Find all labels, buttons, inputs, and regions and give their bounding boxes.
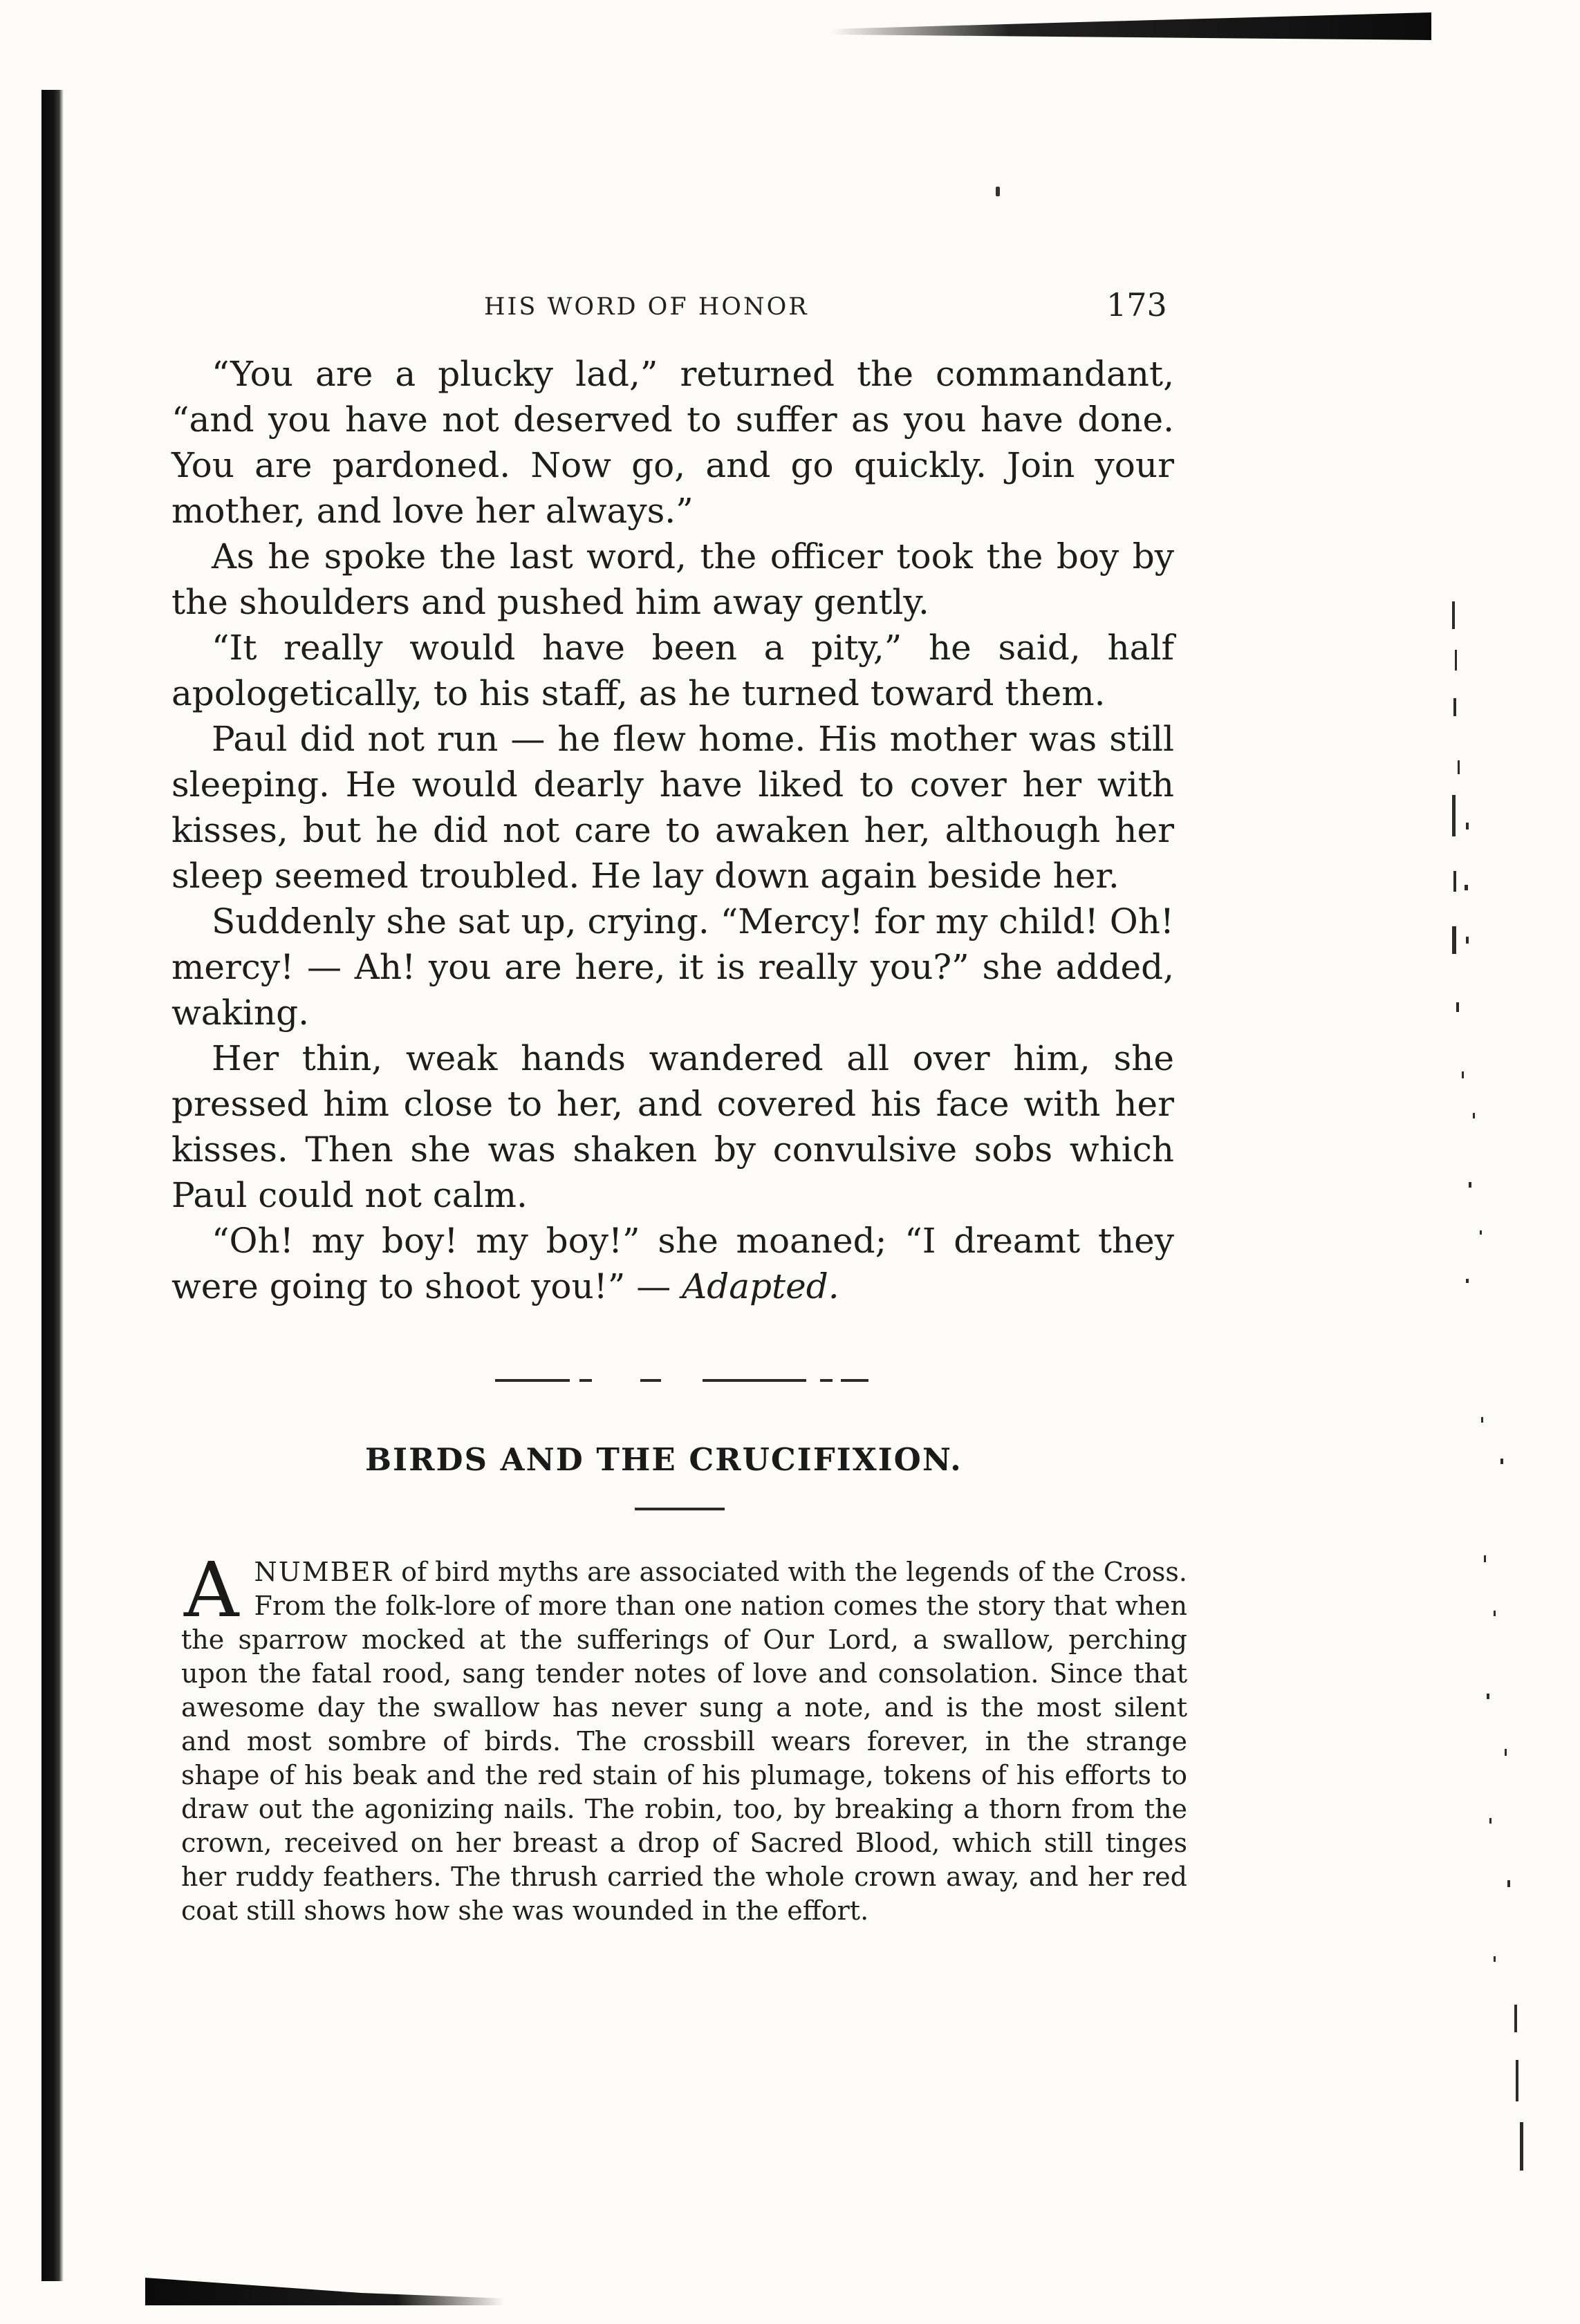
section-title: BIRDS AND THE CRUCIFIXION. (365, 1441, 963, 1478)
scan-speck (996, 187, 1000, 196)
section-body-text: of bird myths are associated with the legends of the Cross. From the folk-lore of more than one nation comes the story that when the sparrow mocked at the sufferings of Our Lord, a swallow, perching upon the fatal rood, sang tender notes of love and consolation. Since that awesome day the swallow has never sung a note, and is the most silent and most sombre of birds. The crossbill wears forever, in the strange shape of his beak and the red stain of his plumage, tokens of his efforts to draw out the agonizing nails. The robin, too, by breaking a thorn from the crown, received on her breast a drop of Sacred Blood, which still tinges her ruddy feathers. The thrush carried the whole crown away, and her red coat still shows how she was wounded in the effort. (181, 1557, 1187, 1926)
running-head: HIS WORD OF HONOR (484, 293, 809, 321)
story-last-text: “Oh! my boy! my boy!” she moaned; “I dreamt they were going to shoot you!” — (171, 1221, 1174, 1306)
story-paragraph: Suddenly she sat up, crying. “Mercy! for my child! Oh! mercy! — Ah! you are here, it is really you?” she added, waking. (171, 901, 1174, 1033)
scan-edge-shadow-top (830, 12, 1431, 40)
story-paragraph: As he spoke the last word, the officer took the boy by the shoulders and pushed him away gently. (171, 536, 1174, 622)
story-text (171, 351, 1174, 1309)
page-number: 173 (1106, 286, 1167, 324)
drop-cap: A (184, 1546, 239, 1634)
title-rule (635, 1508, 725, 1510)
section-body (181, 1546, 1187, 1928)
attribution: Adapted. (682, 1266, 839, 1306)
story-paragraph: Paul did not run — he flew home. His mother was still sleeping. He would dearly have liked to cover her with kisses, but he did not care to awaken her, although her sleep seemed troubled. He lay down again beside her. (171, 719, 1174, 896)
scan-noise-margin (1438, 588, 1535, 2212)
scan-edge-shadow-left (41, 90, 64, 2281)
lead-word: NUMBER (254, 1557, 393, 1587)
story-paragraph: “You are a plucky lad,” returned the commandant, “and you have not deserved to suffer as you have done. You are pardoned. Now go, and go quickly. Join your mother, and love her always.” (171, 354, 1174, 531)
story-paragraph: “It really would have been a pity,” he said, half apologetically, to his staff, as he turned toward them. (171, 628, 1174, 713)
story-paragraph: Her thin, weak hands wandered all over him, she pressed him close to her, and covered his face with her kisses. Then she was shaken by convulsive sobs which Paul could not calm. (171, 1038, 1174, 1215)
scan-edge-shadow-bottom (145, 2278, 505, 2305)
story-paragraph-last (171, 1218, 1174, 1309)
section-separator-ornament (495, 1379, 868, 1383)
